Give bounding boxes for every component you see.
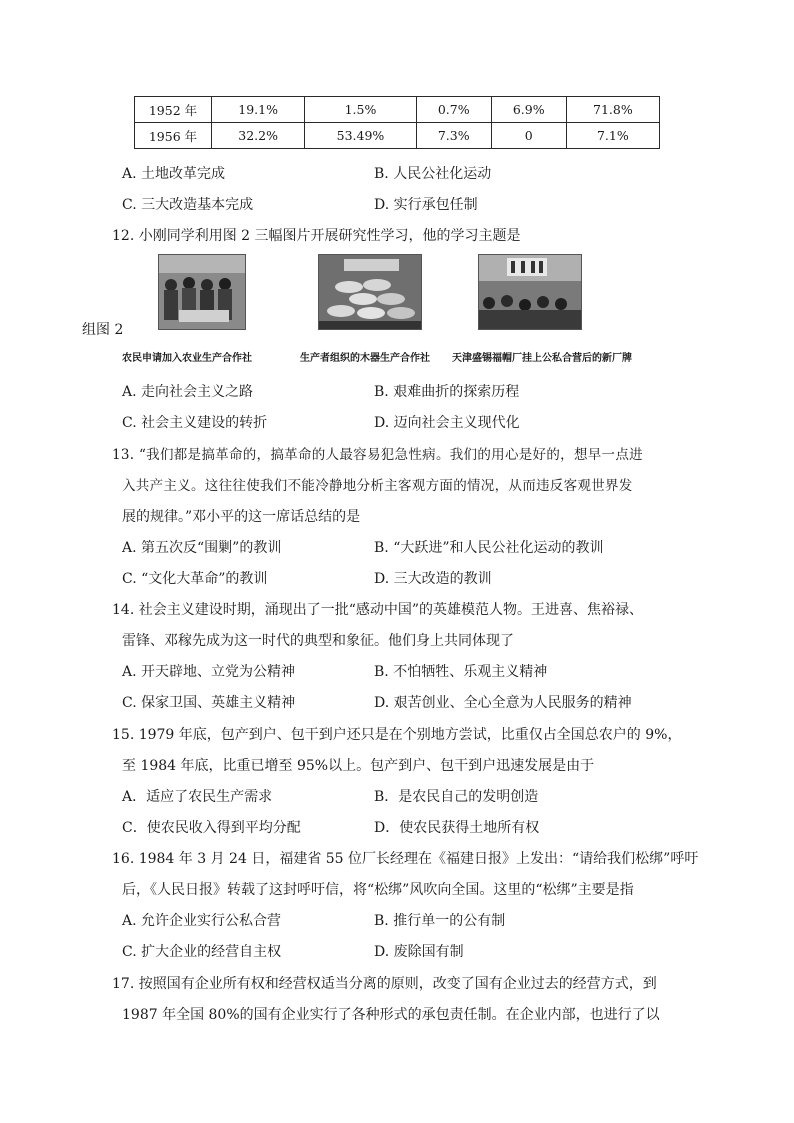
photo-woodwork-cooperative bbox=[318, 254, 422, 330]
photo-farmers-cooperative bbox=[158, 254, 246, 330]
q13-stem-line-2: 入共产主义。这往往使我们不能冷静地分析主客观方面的情况，从而违反客观世界发 bbox=[122, 478, 633, 494]
caption-photo-3: 天津盛锡福帽厂挂上公私合营后的新厂牌 bbox=[452, 353, 632, 364]
table-row bbox=[135, 97, 660, 123]
table-cell: 32.2% bbox=[212, 123, 305, 149]
q14-option-b[interactable]: B. 不怕牺牲、乐观主义精神 bbox=[374, 664, 548, 680]
q12-option-c[interactable]: C. 社会主义建设的转折 bbox=[122, 415, 268, 431]
q11-option-c[interactable]: C. 三大改造基本完成 bbox=[122, 197, 254, 213]
photo-tianjin-hat-factory bbox=[478, 254, 582, 330]
q15-stem-line-1: 15. 1979 年底，包产到户、包干到户还只是在个别地方尝试，比重仅占全国总农户的 9%， bbox=[112, 727, 682, 743]
caption-photo-1: 农民申请加入农业生产合作社 bbox=[122, 353, 252, 364]
table-cell: 7.3% bbox=[416, 123, 491, 149]
q11-option-a[interactable]: A. 土地改革完成 bbox=[122, 166, 226, 182]
q14-option-c[interactable]: C. 保家卫国、英雄主义精神 bbox=[122, 695, 296, 711]
table-cell: 0.7% bbox=[416, 97, 491, 123]
q14-option-d[interactable]: D. 艰苦创业、全心全意为人民服务的精神 bbox=[374, 695, 632, 711]
table-cell: 53.49% bbox=[305, 123, 416, 149]
q16-stem-line-1: 16. 1984 年 3 月 24 日，福建省 55 位厂长经理在《福建日报》上发出：“请给我们松绑”呼吁 bbox=[112, 851, 699, 867]
q12-option-b[interactable]: B. 艰难曲折的探索历程 bbox=[374, 384, 520, 400]
table-cell: 1956 年 bbox=[135, 123, 212, 149]
q11-option-b[interactable]: B. 人民公社化运动 bbox=[374, 166, 492, 182]
q13-option-c[interactable]: C. “文化大革命”的教训 bbox=[122, 571, 268, 587]
q16-option-a[interactable]: A. 允许企业实行公私合营 bbox=[122, 913, 282, 929]
q11-option-d[interactable]: D. 实行承包任制 bbox=[374, 197, 478, 213]
table-cell: 1.5% bbox=[305, 97, 416, 123]
q15-option-d[interactable]: D．使农民获得土地所有权 bbox=[374, 820, 540, 836]
q13-stem-line-1: 13. “我们都是搞革命的，搞革命的人最容易犯急性病。我们的用心是好的，想早一点进 bbox=[112, 447, 643, 463]
q12-option-d[interactable]: D. 迈向社会主义现代化 bbox=[374, 415, 520, 431]
table-cell: 71.8% bbox=[566, 97, 659, 123]
table-cell: 0 bbox=[491, 123, 566, 149]
q16-option-b[interactable]: B. 推行单一的公有制 bbox=[374, 913, 506, 929]
q16-option-c[interactable]: C. 扩大企业的经营自主权 bbox=[122, 944, 282, 960]
table-cell: 1952 年 bbox=[135, 97, 212, 123]
q15-option-c[interactable]: C．使农民收入得到平均分配 bbox=[122, 820, 301, 836]
table-cell: 7.1% bbox=[566, 123, 659, 149]
q13-option-d[interactable]: D. 三大改造的教训 bbox=[374, 571, 492, 587]
q16-stem-line-2: 后，《人民日报》转载了这封呼吁信，将“松绑”风吹向全国。这里的“松绑”主要是指 bbox=[122, 882, 634, 898]
q14-stem-line-1: 14. 社会主义建设时期，涌现出了一批“感动中国”的英雄模范人物。王进喜、焦裕禄、 bbox=[112, 602, 644, 618]
q13-option-a[interactable]: A. 第五次反“围剿”的教训 bbox=[122, 540, 282, 556]
q17-stem-line-2: 1987 年全国 80%的国有企业实行了各种形式的承包责任制。在企业内部，也进行了以 bbox=[122, 1007, 660, 1023]
statistics-table bbox=[134, 96, 660, 149]
q14-stem-line-2: 雷锋、邓稼先成为这一时代的典型和象征。他们身上共同体现了 bbox=[122, 633, 514, 649]
q17-stem-line-1: 17. 按照国有企业所有权和经营权适当分离的原则，改变了国有企业过去的经营方式，到 bbox=[112, 976, 657, 992]
caption-photo-2: 生产者组织的木器生产合作社 bbox=[300, 353, 430, 364]
table-row bbox=[135, 123, 660, 149]
q14-option-a[interactable]: A. 开天辟地、立党为公精神 bbox=[122, 664, 296, 680]
q13-stem-line-3: 展的规律。”邓小平的这一席话总结的是 bbox=[122, 509, 361, 525]
q13-option-b[interactable]: B. “大跃进”和人民公社化运动的教训 bbox=[374, 540, 604, 556]
table-cell: 19.1% bbox=[212, 97, 305, 123]
q12-option-a[interactable]: A. 走向社会主义之路 bbox=[122, 384, 254, 400]
q15-option-a[interactable]: A．适应了农民生产需求 bbox=[122, 789, 273, 805]
figure-label: 组图 2 bbox=[82, 322, 124, 338]
q15-stem-line-2: 至 1984 年底，比重已增至 95%以上。包产到户、包干到户迅速发展是由于 bbox=[122, 758, 595, 774]
table-cell: 6.9% bbox=[491, 97, 566, 123]
q15-option-b[interactable]: B．是农民自己的发明创造 bbox=[374, 789, 539, 805]
q12-stem: 12. 小刚同学利用图 2 三幅图片开展研究性学习，他的学习主题是 bbox=[112, 228, 521, 244]
q16-option-d[interactable]: D. 废除国有制 bbox=[374, 944, 464, 960]
